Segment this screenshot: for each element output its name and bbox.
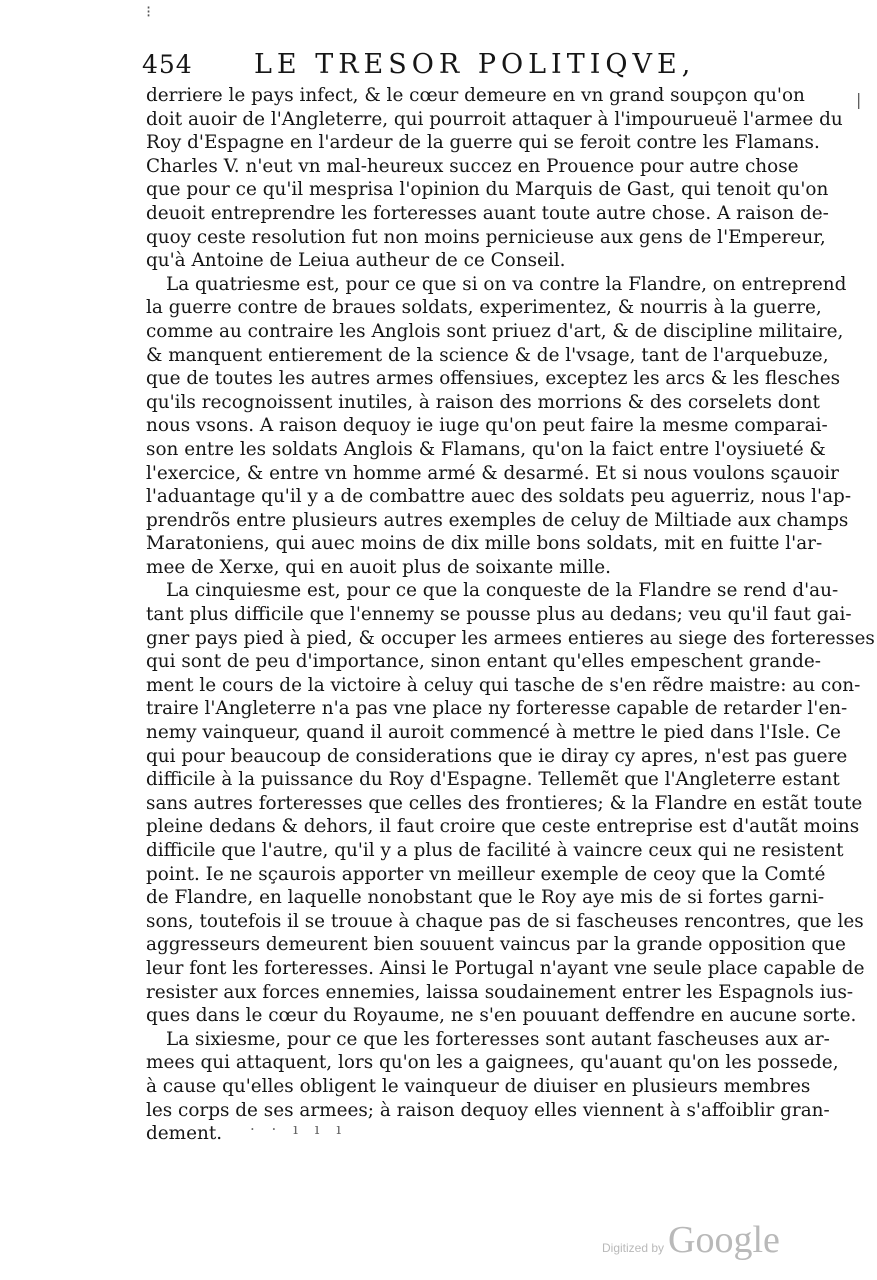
watermark-caption: Digitized by <box>602 1241 665 1255</box>
digitized-by-google-watermark <box>602 1218 780 1268</box>
text-line: pleine dedans & dehors, il faut croire que ceste entreprise est d'autãt moins <box>146 816 860 838</box>
text-line: les corps de ses armees; à raison dequoy elles viennent à s'affoiblir gran- <box>146 1099 830 1121</box>
text-line: point. Ie ne sçaurois apporter vn meilleur exemple de ceoy que la Comté <box>146 863 826 885</box>
text-line: Maratoniens, qui auec moins de dix mille bons soldats, mit en fuitte l'ar- <box>146 533 823 555</box>
body-text <box>146 84 875 1146</box>
text-line: quoy ceste resolution fut non moins pernicieuse aux gens de l'Empereur, <box>146 226 826 248</box>
margin-tick-top: ⁝ <box>146 2 152 21</box>
google-logo: Google <box>668 1219 780 1261</box>
text-line: La sixiesme, pour ce que les forteresses sont autant fascheuses aux ar- <box>166 1028 830 1050</box>
paragraph <box>146 1028 839 1146</box>
text-line: comme au contraire les Anglois sont priuez d'art, & de discipline militaire, <box>146 320 844 342</box>
running-head <box>142 50 702 84</box>
text-line: nous vsons. A raison dequoy ie iuge qu'on peut faire la mesme comparai- <box>146 415 828 437</box>
text-line: l'exercice, & entre vn homme armé & desarmé. Et si nous voulons sçauoir <box>146 462 839 484</box>
text-line: qui sont de peu d'importance, sinon entant qu'elles empeschent grande- <box>146 651 821 673</box>
text-line: & manquent entierement de la science & de l'vsage, tant de l'arquebuze, <box>146 344 829 366</box>
text-line: nemy vainqueur, quand il auroit commencé à mettre le pied dans l'Isle. Ce <box>146 722 841 744</box>
text-line: sans autres forteresses que celles des frontieres; & la Flandre en estãt toute <box>146 792 863 814</box>
text-line: son entre les soldats Anglois & Flamans, qu'on la faict entre l'oysiueté & <box>146 438 826 460</box>
page-number: 454 <box>142 50 193 79</box>
text-line: traire l'Angleterre n'a pas vne place ny forteresse capable de retarder l'en- <box>146 698 848 720</box>
text-line: Charles V. n'eut vn mal-heureux succez en Prouence pour autre chose <box>146 155 799 177</box>
text-line: l'aduantage qu'il y a de combattre auec des soldats peu aguerriz, nous l'ap- <box>146 486 852 508</box>
text-line: gner pays pied à pied, & occuper les armees entieres au siege des forteresses <box>146 627 875 649</box>
book-title: LE TRESOR POLITIQVE, <box>254 49 696 80</box>
text-line: qu'à Antoine de Leiua autheur de ce Conseil. <box>146 250 566 272</box>
text-line: qui pour beaucoup de considerations que ie diray cy apres, n'est pas guere <box>146 745 848 767</box>
text-line: la guerre contre de braues soldats, experimentez, & nourris à la guerre, <box>146 297 822 319</box>
text-line: dement. <box>146 1123 223 1145</box>
text-line: mees qui attaquent, lors qu'on les a gaignees, qu'auant qu'on les possede, <box>146 1052 839 1074</box>
text-line: Roy d'Espagne en l'ardeur de la guerre qui se feroit contre les Flamans. <box>146 132 820 154</box>
text-line: à cause qu'elles obligent le vainqueur de diuiser en plusieurs membres <box>146 1075 811 1097</box>
text-line: qu'ils recognoissent inutiles, à raison des morrions & des corselets dont <box>146 391 820 413</box>
text-line: que pour ce qu'il mesprisa l'opinion du Marquis de Gast, qui tenoit qu'on <box>146 179 829 201</box>
text-line: doit auoir de l'Angleterre, qui pourroit attaquer à l'impourueuë l'armee du <box>146 108 843 130</box>
text-line: tant plus difficile que l'ennemy se pousse plus au dedans; veu qu'il faut gai- <box>146 604 852 626</box>
paragraph <box>146 579 875 1027</box>
paragraph <box>146 273 852 580</box>
text-line: leur font les forteresses. Ainsi le Portugal n'ayant vne seule place capable de <box>146 957 865 979</box>
text-line: sons, toutefois il se trouue à chaque pas de si fascheuses rencontres, que les <box>146 910 864 932</box>
text-line: aggresseurs demeurent bien souuent vaincus par la grande opposition que <box>146 934 846 956</box>
margin-tick-right: | <box>856 90 862 109</box>
text-line: prendrõs entre plusieurs autres exemples de celuy de Miltiade aux champs <box>146 509 849 531</box>
text-line: mee de Xerxe, qui en auoit plus de soixante mille. <box>146 556 611 578</box>
text-line: ques dans le cœur du Royaume, ne s'en pouuant deffendre en aucune sorte. <box>146 1005 857 1027</box>
text-line: derriere le pays infect, & le cœur demeure en vn grand soupçon qu'on <box>146 85 805 106</box>
text-line: La quatriesme est, pour ce que si on va contre la Flandre, on entreprend <box>166 273 847 295</box>
text-line: difficile que l'autre, qu'il y a plus de facilité à vaincre ceux qui ne resistent <box>146 840 844 861</box>
text-line: resister aux forces ennemies, laissa soudainement entrer les Espagnols ius- <box>146 981 854 1003</box>
text-line: difficile à la puissance du Roy d'Espagne. Tellemẽt que l'Angleterre estant <box>146 769 840 791</box>
text-line: que de toutes les autres armes offensiues, exceptez les arcs & les flesches <box>146 368 841 390</box>
text-line: ment le cours de la victoire à celuy qui tasche de s'en rẽdre maistre: au con- <box>146 674 861 696</box>
text-line: deuoit entreprendre les forteresses auant toute autre chose. A raison de- <box>146 202 829 224</box>
bottom-ticks: · · ı ı ı <box>250 1120 348 1138</box>
text-line: La cinquiesme est, pour ce que la conqueste de la Flandre se rend d'au- <box>166 580 839 602</box>
paragraph <box>146 84 843 273</box>
text-line: de Flandre, en laquelle nonobstant que le Roy aye mis de si fortes garni- <box>146 887 825 909</box>
